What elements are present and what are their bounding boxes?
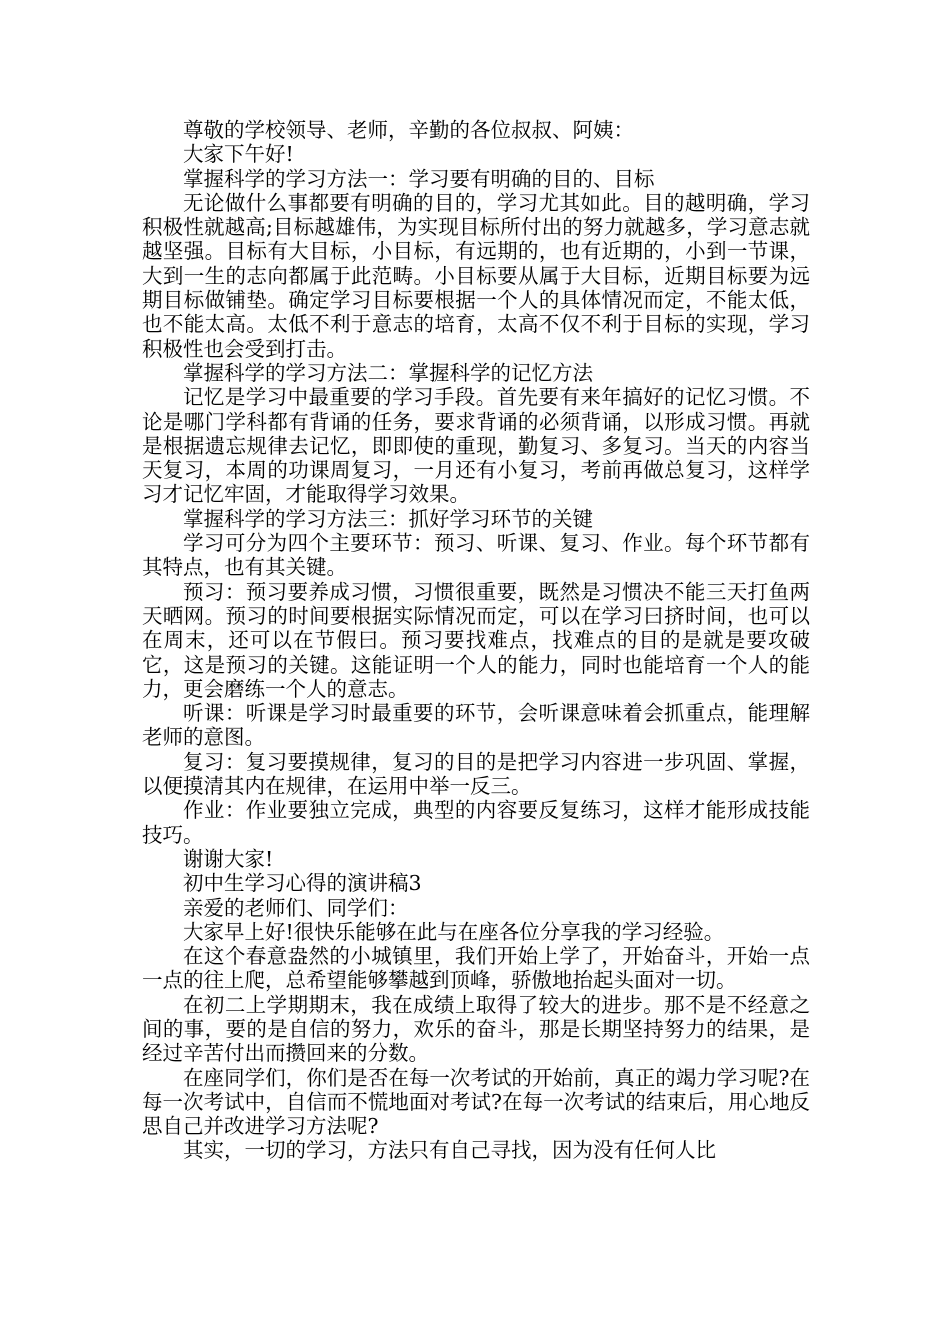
paragraph-heading-method-2: 掌握科学的学习方法二：掌握科学的记忆方法 [183, 360, 593, 385]
paragraph-body: 听课：听课是学习时最重要的环节，会听课意味着会抓重点，能理解老师的意图。 [142, 701, 810, 750]
paragraph-body: 其实，一切的学习，方法只有自己寻找，因为没有任何人比 [183, 1138, 716, 1163]
paragraph-greeting: 大家早上好!很快乐能够在此与在座各位分享我的学习经验。 [183, 919, 725, 944]
paragraph-heading-method-1: 掌握科学的学习方法一：学习要有明确的目的、目标 [183, 166, 655, 191]
paragraph-body: 在座同学们，你们是否在每一次考试的开始前，真正的竭力学习呢?在每一次考试中，自信而不慌地面对考试?在每一次考试的结束后，用心地反思自己并改进学习方法呢? [142, 1065, 810, 1139]
paragraph-closing: 谢谢大家! [183, 846, 274, 871]
document-page [142, 118, 810, 1163]
paragraph-body: 复习：复习要摸规律，复习的目的是把学习内容进一步巩固、掌握，以便摸清其内在规律，在运用中举一反三。 [142, 749, 810, 799]
paragraph-heading-method-3: 掌握科学的学习方法三：抓好学习环节的关键 [183, 506, 593, 531]
paragraph-salutation: 亲爱的老师们、同学们： [183, 895, 409, 920]
paragraph-body: 学习可分为四个主要环节：预习、听课、复习、作业。每个环节都有其特点，也有其关键。 [142, 531, 810, 580]
paragraph-greeting: 大家下午好! [183, 142, 294, 167]
paragraph-body: 在这个春意盎然的小城镇里，我们开始上学了，开始奋斗，开始一点一点的往上爬，总希望能够攀越到顶峰，骄傲地抬起头面对一切。 [142, 944, 810, 993]
paragraph-body: 预习：预习要养成习惯，习惯很重要，既然是习惯决不能三天打鱼两天晒网。预习的时间要根据实际情况而定，可以在学习曰挤时间，也可以在周末，还可以在节假曰。预习要找难点，找难点的目的是就是要攻破它，这是预习的关键。这能证明一个人的能力，同时也能培育一个人的能力，更会磨练一个人的意志。 [142, 579, 810, 701]
paragraph-body: 无论做什么事都要有明确的目的，学习尤其如此。目的越明确，学习积极性就越高;目标越雄伟，为实现目标所付出的努力就越多，学习意志就越坚强。目标有大目标，小目标，有远期的，也有近期的，小到一节课，大到一生的志向都属于此范畴。小目标要从属于大目标，近期目标要为远期目标做铺垫。确定学习目标要根据一个人的具体情况而定，不能太低，也不能太高。太低不利于意志的培育，太高不仅不利于目标的实现，学习积极性也会受到打击。 [142, 190, 810, 361]
paragraph-body: 作业：作业要独立完成，典型的内容要反复练习，这样才能形成技能技巧。 [142, 798, 810, 847]
paragraph-body: 在初二上学期期末，我在成绩上取得了较大的进步。那不是不经意之间的事，要的是自信的努力，欢乐的奋斗，那是长期坚持努力的结果，是经过辛苦付出而攒回来的分数。 [142, 992, 810, 1066]
paragraph-salutation: 尊敬的学校领导、老师，辛勤的各位叔叔、阿姨： [183, 118, 634, 142]
paragraph-body: 记忆是学习中最重要的学习手段。首先要有来年搞好的记忆习惯。不论是哪门学科都有背诵的任务，要求背诵的必须背诵，以形成习惯。再就是根据遗忘规律去记忆，即即使的重现，勤复习、多复习。当天的内容当天复习，本周的功课周复习，一月还有小复习，考前再做总复习，这样学习才记忆牢固，才能取得学习效果。 [142, 385, 810, 507]
paragraph-section-title: 初中生学习心得的演讲稿3 [183, 871, 422, 896]
